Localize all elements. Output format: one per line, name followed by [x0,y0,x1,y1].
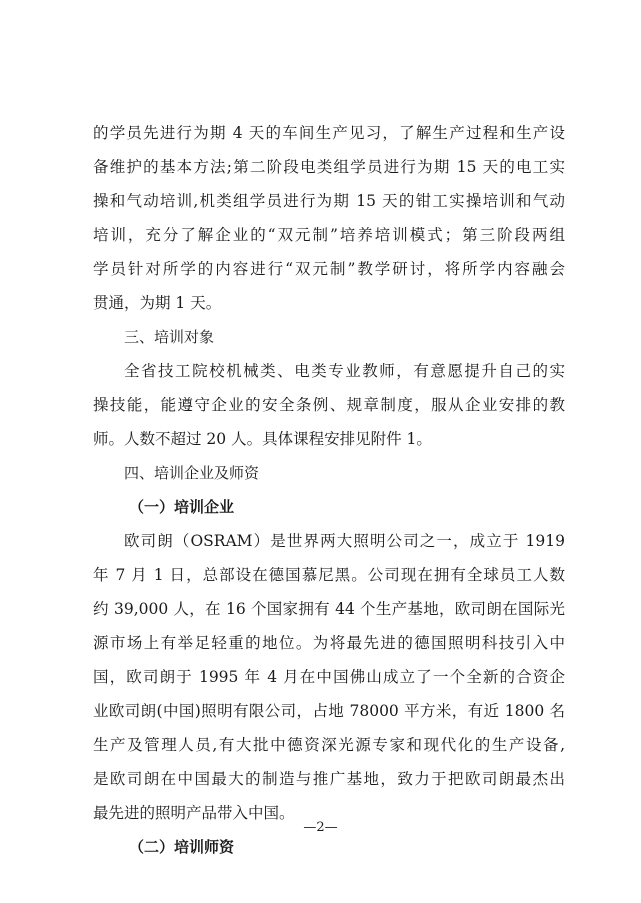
page-number: —2— [303,820,338,835]
text-line: 操技能，能遵守企业的安全条例、规章制度，服从企业安排的教 [93,396,565,414]
text-line: 业欧司朗(中国)照明有限公司，占地 78000 平方米，有近 1800 名 [93,702,565,720]
text-line: 贯通，为期 1 天。 [93,294,222,312]
text-line: 年 7 月 1 日，总部设在德国慕尼黑。公司现在拥有全球员工人数 [93,566,565,584]
text-line: 最先进的照明产品带入中国。 [93,804,295,822]
text-line: 约 39,000 人，在 16 个国家拥有 44 个生产基地，欧司朗在国际光 [93,600,565,618]
text-line: 培训，充分了解企业的“双元制”培养培训模式；第三阶段两组 [93,226,565,244]
text-line: 国，欧司朗于 1995 年 4 月在中国佛山成立了一个全新的合资企 [93,668,565,686]
paragraph-company [93,524,565,830]
text-line: 备维护的基本方法;第二阶段电类组学员进行为期 15 天的电工实 [93,158,565,176]
text-line: 欧司朗（OSRAM）是世界两大照明公司之一，成立于 1919 [124,532,565,550]
text-line: 是欧司朗在中国最大的制造与推广基地，致力于把欧司朗最杰出 [93,770,565,788]
section-heading-trainees: 三、培训对象 [124,328,215,346]
paragraph-training-stages [93,116,565,320]
text-line: 的学员先进行为期 4 天的车间生产见习，了解生产过程和生产设 [93,124,565,142]
document-body [93,116,565,864]
text-line: 生产及管理人员,有大批中德资深光源专家和现代化的生产设备, [93,736,565,754]
paragraph-trainees [93,354,565,456]
subsection-heading-company: （一）培训企业 [129,498,235,516]
text-line: 操和气动培训,机类组学员进行为期 15 天的钳工实操培训和气动 [93,192,565,210]
text-line: 学员针对所学的内容进行“双元制”教学研讨，将所学内容融会 [93,260,565,278]
subsection-heading-teachers: （二）培训师资 [129,838,235,856]
text-line: 全省技工院校机械类、电类专业教师，有意愿提升自己的实 [124,362,565,380]
section-heading-company-and-teachers: 四、培训企业及师资 [124,464,260,482]
text-line: 师。人数不超过 20 人。具体课程安排见附件 1。 [93,430,432,448]
text-line: 源市场上有举足轻重的地位。为将最先进的德国照明科技引入中 [93,634,565,652]
